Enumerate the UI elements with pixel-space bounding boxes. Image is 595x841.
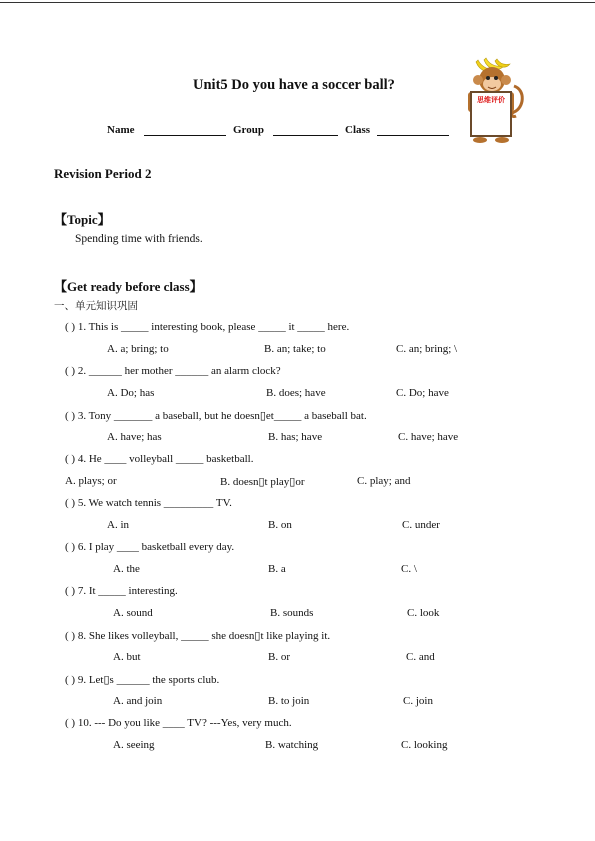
option-b: B. sounds [270,607,314,619]
badge-label: 思维评价 [477,96,505,104]
option-a: A. and join [113,695,163,707]
option-c: C. join [403,695,433,707]
ready-heading: 【Get ready before class】 [54,279,203,294]
option-c: C. look [407,607,440,619]
name-field[interactable] [144,124,226,136]
option-c: C. \ [401,563,417,575]
option-a: A. Do; has [107,387,155,399]
question-stem: ( ) 3. Tony _______ a baseball, but he doesn▯et_____ a baseball bat. [65,410,367,422]
option-b: B. on [268,519,292,531]
option-b: B. doesn▯t play▯or [220,476,305,488]
class-field[interactable] [377,124,449,136]
option-a: A. but [113,651,141,663]
period-heading: Revision Period 2 [54,166,152,181]
monkey-mascot-logo [462,56,528,144]
option-b: B. a [268,563,286,575]
question-stem: ( ) 10. --- Do you like ____ TV? ---Yes, very much. [65,717,292,729]
option-b: B. or [268,651,290,663]
option-c: C. under [402,519,440,531]
class-label: Class [345,124,371,136]
option-b: B. has; have [268,431,323,443]
option-b: B. watching [265,739,319,751]
option-a: A. in [107,519,129,531]
option-c: C. Do; have [396,387,449,399]
option-b: B. does; have [266,387,326,399]
question-stem: ( ) 2. ______ her mother ______ an alarm clock? [65,365,281,377]
topic-heading: 【Topic】 [54,212,111,227]
ready-subheading: 一、单元知识巩固 [54,300,138,312]
option-c: C. and [406,651,435,663]
topic-text: Spending time with friends. [75,233,203,245]
option-a: A. a; bring; to [107,343,169,355]
group-field[interactable] [273,124,338,136]
option-a: A. seeing [113,739,155,751]
option-b: B. an; take; to [264,343,326,355]
option-a: A. the [113,563,140,575]
name-label: Name [107,124,135,136]
group-label: Group [233,124,264,136]
question-stem: ( ) 9. Let▯s ______ the sports club. [65,674,220,686]
option-a: A. sound [113,607,153,619]
question-stem: ( ) 7. It _____ interesting. [65,585,178,597]
option-a: A. plays; or [65,475,117,487]
option-c: C. an; bring; \ [396,343,458,355]
question-stem: ( ) 5. We watch tennis _________ TV. [65,497,232,509]
option-c: C. play; and [357,475,411,487]
question-stem: ( ) 4. He ____ volleyball _____ basketball. [65,453,254,465]
option-a: A. have; has [107,431,162,443]
question-stem: ( ) 6. I play ____ basketball every day. [65,541,235,553]
question-stem: ( ) 8. She likes volleyball, _____ she doesn▯t like playing it. [65,630,331,642]
top-rule [0,2,595,3]
option-b: B. to join [268,695,310,707]
option-c: C. have; have [398,431,459,443]
option-c: C. looking [401,739,448,751]
question-stem: ( ) 1. This is _____ interesting book, please _____ it _____ here. [65,321,350,333]
page-title: Unit5 Do you have a soccer ball? [193,77,395,93]
